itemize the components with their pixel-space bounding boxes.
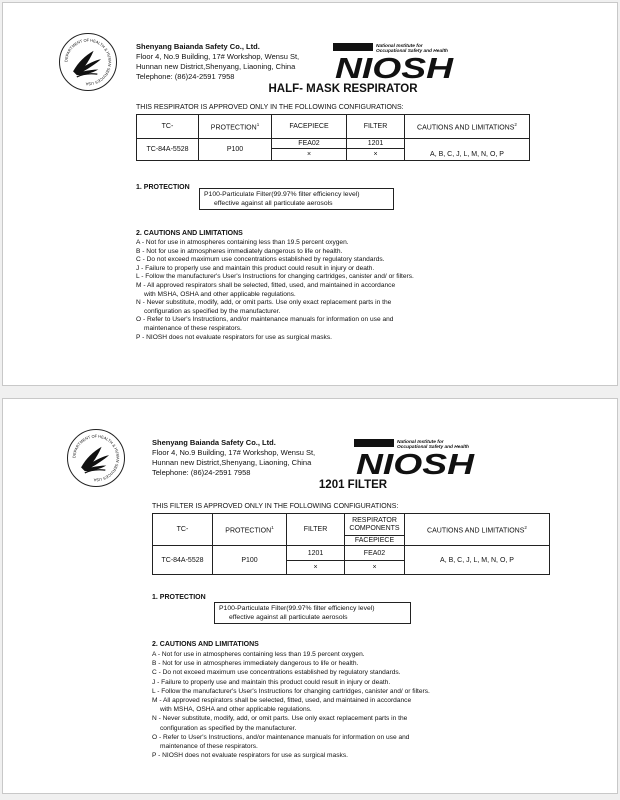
caution-b: B - Not for use in atmospheres immediately dangerous to life or health.	[152, 660, 359, 668]
caution-n: N - Never substitute, modify, add, or omit parts. Use only exact replacement parts in the	[152, 715, 408, 723]
header-cautions: CAUTIONS AND LIMITATIONS$^2$	[405, 514, 550, 546]
header-facepiece: FACEPIECE	[272, 115, 347, 139]
caution-o: O - Refer to User's Instructions, and/or maintenance manuals for information on use and	[152, 733, 410, 741]
cell-cautions: A, B, C, J, L, M, N, O, P	[405, 546, 550, 575]
cell-protection: P100	[199, 139, 272, 161]
company-address-line1: Floor 4, No.9 Building, 17# Workshop, Wensu St,	[152, 448, 316, 457]
caution-m: M - All approved respirators shall be selected, fitted, used, and maintained in accordance	[152, 697, 412, 705]
header-protection: PROTECTION$^1$	[213, 514, 287, 546]
caution-c: C - Do not exceed maximum use concentrations established by regulatory standards.	[136, 256, 385, 264]
cell-facepiece-part: FEA02	[272, 139, 347, 149]
document-page-half-mask	[2, 2, 618, 386]
cautions-heading: 2. CAUTIONS AND LIMITATIONS	[152, 641, 259, 648]
caution-m: M - All approved respirators shall be selected, fitted, used, and maintained in accordance	[136, 281, 396, 289]
protection-box	[214, 602, 411, 624]
niosh-logo	[354, 438, 479, 476]
niosh-tagline-2: Occupational Safety and Health	[376, 49, 448, 54]
header-respirator-components: RESPIRATOR COMPONENTS	[345, 514, 405, 536]
caution-l: L - Follow the manufacturer's User's Instructions for changing cartridges, canister and/ or filters.	[152, 687, 430, 695]
caution-o-cont: maintenance of these respirators.	[160, 743, 258, 751]
company-address-line2: Hunnan new District,Shenyang, Liaoning, China	[136, 62, 296, 71]
approval-statement: THIS FILTER IS APPROVED ONLY IN THE FOLLOWING CONFIGURATIONS:	[152, 503, 399, 510]
caution-a: A - Not for use in atmospheres containing less than 19.5 percent oxygen.	[136, 239, 349, 246]
cell-cautions: A, B, C, J, L, M, N, O, P	[405, 139, 530, 161]
company-address-line2: Hunnan new District,Shenyang, Liaoning, China	[152, 458, 312, 467]
caution-j: J - Failure to properly use and maintain this product could result in injury or death.	[152, 678, 391, 686]
caution-m-cont: with MSHA, OSHA and other applicable regulations.	[144, 290, 296, 298]
caution-b: B - Not for use in atmospheres immediately dangerous to life or health.	[136, 247, 343, 255]
header-protection: PROTECTION$^1$	[199, 115, 272, 139]
header-facepiece: FACEPIECE	[345, 536, 405, 546]
cell-facepiece-part: FEA02	[345, 546, 405, 561]
niosh-tagline-2: Occupational Safety and Health	[397, 445, 469, 450]
protection-heading: 1. PROTECTION	[152, 594, 206, 601]
header-cautions: CAUTIONS AND LIMITATIONS$^2$	[405, 115, 530, 139]
caution-j: J - Failure to properly use and maintain this product could result in injury or death.	[136, 264, 375, 272]
caution-p: P - NIOSH does not evaluate respirators for use as surgical masks.	[152, 752, 348, 760]
protection-heading: 1. PROTECTION	[136, 184, 190, 191]
company-address-line1: Floor 4, No.9 Building, 17# Workshop, Wensu St,	[136, 52, 300, 61]
protection-box	[199, 188, 394, 210]
cell-filter-mark: ×	[287, 561, 345, 575]
document-page-filter	[2, 398, 618, 794]
protection-line1: P100-Particulate Filter(99.97% filter efficiency level)	[204, 191, 360, 198]
header-tc: TC-	[137, 115, 199, 139]
configuration-table	[152, 513, 550, 575]
niosh-wordmark: NIOSH	[356, 449, 476, 476]
caution-o-cont: maintenance of these respirators.	[144, 324, 242, 332]
niosh-logo	[333, 42, 458, 80]
caution-n-cont: configuration as specified by the manufacturer.	[144, 307, 281, 315]
hhs-seal-logo	[59, 33, 117, 91]
caution-l: L - Follow the manufacturer's User's Instructions for changing cartridges, canister and/ or filters.	[136, 273, 414, 281]
caution-m-cont: with MSHA, OSHA and other applicable regulations.	[160, 706, 312, 714]
caution-o: O - Refer to User's Instructions, and/or maintenance manuals for information on use and	[136, 316, 394, 324]
company-name: Shenyang Baianda Safety Co., Ltd.	[152, 438, 276, 447]
caution-n: N - Never substitute, modify, add, or omit parts. Use only exact replacement parts in the	[136, 299, 392, 307]
cell-tc-number: TC-84A-5528	[137, 139, 199, 161]
cautions-list	[136, 239, 414, 342]
company-name: Shenyang Baianda Safety Co., Ltd.	[136, 42, 260, 51]
configuration-table	[136, 114, 530, 161]
svg-text:DEPARTMENT OF HEALTH & HUMAN S: DEPARTMENT OF HEALTH & HUMAN SERVICES USA	[71, 433, 121, 483]
approval-statement: THIS RESPIRATOR IS APPROVED ONLY IN THE FOLLOWING CONFIGURATIONS:	[136, 104, 404, 111]
header-tc: TC-	[153, 514, 213, 546]
hhs-seal-logo	[67, 429, 125, 487]
svg-text:DEPARTMENT OF HEALTH & HUMAN S: DEPARTMENT OF HEALTH & HUMAN SERVICES USA	[63, 37, 113, 87]
company-info	[152, 438, 315, 478]
caution-a: A - Not for use in atmospheres containing less than 19.5 percent oxygen.	[152, 651, 365, 658]
protection-line2: effective against all particulate aerosols	[214, 200, 333, 207]
cautions-heading: 2. CAUTIONS AND LIMITATIONS	[136, 230, 243, 237]
caution-n-cont: configuration as specified by the manufacturer.	[160, 724, 297, 732]
protection-line2: effective against all particulate aerosols	[229, 614, 348, 621]
header-filter: FILTER	[287, 514, 345, 546]
cell-filter-part: 1201	[287, 546, 345, 561]
document-title: HALF- MASK RESPIRATOR	[268, 83, 418, 95]
company-telephone: Telephone: (86)24-2591 7958	[136, 72, 235, 81]
company-info	[136, 42, 299, 82]
header-filter: FILTER	[347, 115, 405, 139]
caution-c: C - Do not exceed maximum use concentrations established by regulatory standards.	[152, 669, 401, 677]
company-telephone: Telephone: (86)24-2591 7958	[152, 468, 251, 477]
niosh-tagline-1: National Institute for	[397, 440, 444, 445]
caution-p: P - NIOSH does not evaluate respirators for use as surgical masks.	[136, 333, 332, 341]
cell-protection: P100	[213, 546, 287, 575]
cell-facepiece-mark: ×	[345, 561, 405, 575]
niosh-wordmark: NIOSH	[335, 53, 455, 80]
protection-line1: P100-Particulate Filter(99.97% filter efficiency level)	[219, 605, 375, 612]
document-title: 1201 FILTER	[318, 479, 388, 491]
cautions-list	[152, 650, 430, 760]
cell-filter-mark: ×	[347, 149, 405, 161]
niosh-tagline-1: National Institute for	[376, 44, 423, 49]
cell-filter-part: 1201	[347, 139, 405, 149]
cell-facepiece-mark: ×	[272, 149, 347, 161]
cell-tc-number: TC-84A-5528	[153, 546, 213, 575]
